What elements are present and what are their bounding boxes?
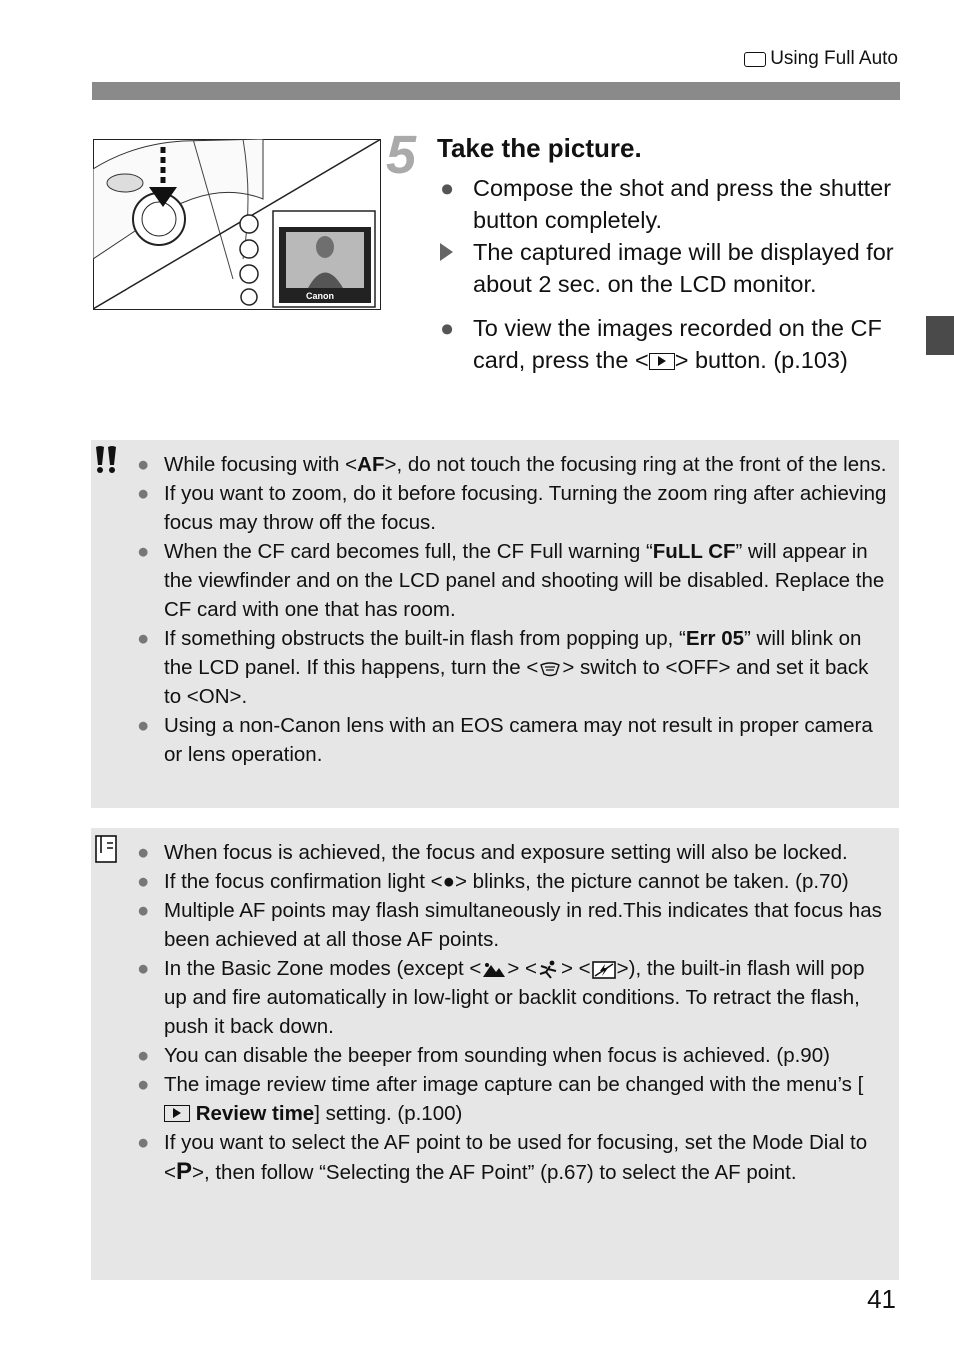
header-title: Using Full Auto bbox=[770, 48, 898, 69]
flash-off-mode-icon bbox=[591, 961, 617, 979]
camera-illustration bbox=[93, 139, 381, 310]
note-item: ● In the Basic Zone modes (except < > < > < >), the built-in flash will pop up and fire automatically in low-light or backlit conditions. To retract the flash, push it back down. bbox=[137, 957, 865, 1038]
playback-icon bbox=[649, 353, 675, 370]
playback-icon bbox=[164, 1105, 190, 1122]
step-number: 5 bbox=[386, 125, 417, 185]
header-rule bbox=[92, 82, 900, 100]
beeper-icon bbox=[538, 661, 562, 677]
chapter-tab bbox=[926, 316, 954, 355]
step-instructions bbox=[440, 172, 910, 376]
landscape-mode-icon bbox=[481, 961, 507, 979]
notes-box bbox=[91, 828, 899, 1280]
arrow-icon bbox=[440, 236, 473, 300]
caution-box bbox=[91, 440, 899, 808]
page-number: 41 bbox=[867, 1284, 896, 1314]
step-title: Take the picture. bbox=[437, 133, 642, 163]
caution-item: ● Using a non-Canon lens with an EOS camera may not result in proper camera or lens operation. bbox=[137, 714, 873, 766]
brand-label: Canon bbox=[306, 291, 334, 301]
note-item: ● Multiple AF points may flash simultaneously in red.This indicates that focus has been achieved at all those AF points. bbox=[137, 899, 882, 951]
bullet-icon: ● bbox=[440, 175, 455, 201]
step-item: The captured image will be displayed for about 2 sec. on the LCD monitor. bbox=[440, 236, 910, 300]
note-icon bbox=[93, 833, 119, 863]
note-item: ● The image review time after image capture can be changed with the menu’s [ Review time] setting. (p.100) bbox=[137, 1073, 864, 1125]
note-item: ● If you want to select the AF point to be used for focusing, set the Mode Dial to <P>, then follow “Selecting the AF Point” (p.67) to select the AF point. bbox=[137, 1131, 868, 1185]
running-header bbox=[744, 48, 898, 70]
sports-mode-icon bbox=[537, 960, 561, 980]
caution-item: ● If something obstructs the built-in flash from popping up, “Err 05” will blink on the LCD panel. If this happens, turn the < > switch to <OFF> and set it back to <ON>. bbox=[137, 627, 869, 708]
program-mode-icon: P bbox=[175, 1158, 192, 1185]
full-auto-mode-icon bbox=[744, 52, 766, 67]
bullet-icon: ● bbox=[440, 315, 455, 341]
note-item: ● If the focus confirmation light <●> blinks, the picture cannot be taken. (p.70) bbox=[137, 870, 849, 893]
caution-item: ● While focusing with <AF>, do not touch the focusing ring at the front of the lens. bbox=[137, 453, 887, 476]
caution-icon bbox=[93, 445, 119, 475]
step-item: ● To view the images recorded on the CF card, press the < > button. (p.103) bbox=[440, 312, 910, 376]
caution-item: ● If you want to zoom, do it before focusing. Turning the zoom ring after achieving focus may throw off the focus. bbox=[137, 482, 887, 534]
note-item: ● When focus is achieved, the focus and exposure setting will also be locked. bbox=[137, 841, 848, 864]
focus-confirmation-icon: ● bbox=[442, 870, 455, 893]
note-item: ● You can disable the beeper from sounding when focus is achieved. (p.90) bbox=[137, 1044, 830, 1067]
caution-item: ● When the CF card becomes full, the CF Full warning “FuLL CF” will appear in the viewfinder and on the LCD panel and shooting will be disabled. Replace the CF card with one that has room. bbox=[137, 540, 885, 621]
step-item: ● Compose the shot and press the shutter button completely. bbox=[440, 172, 910, 236]
